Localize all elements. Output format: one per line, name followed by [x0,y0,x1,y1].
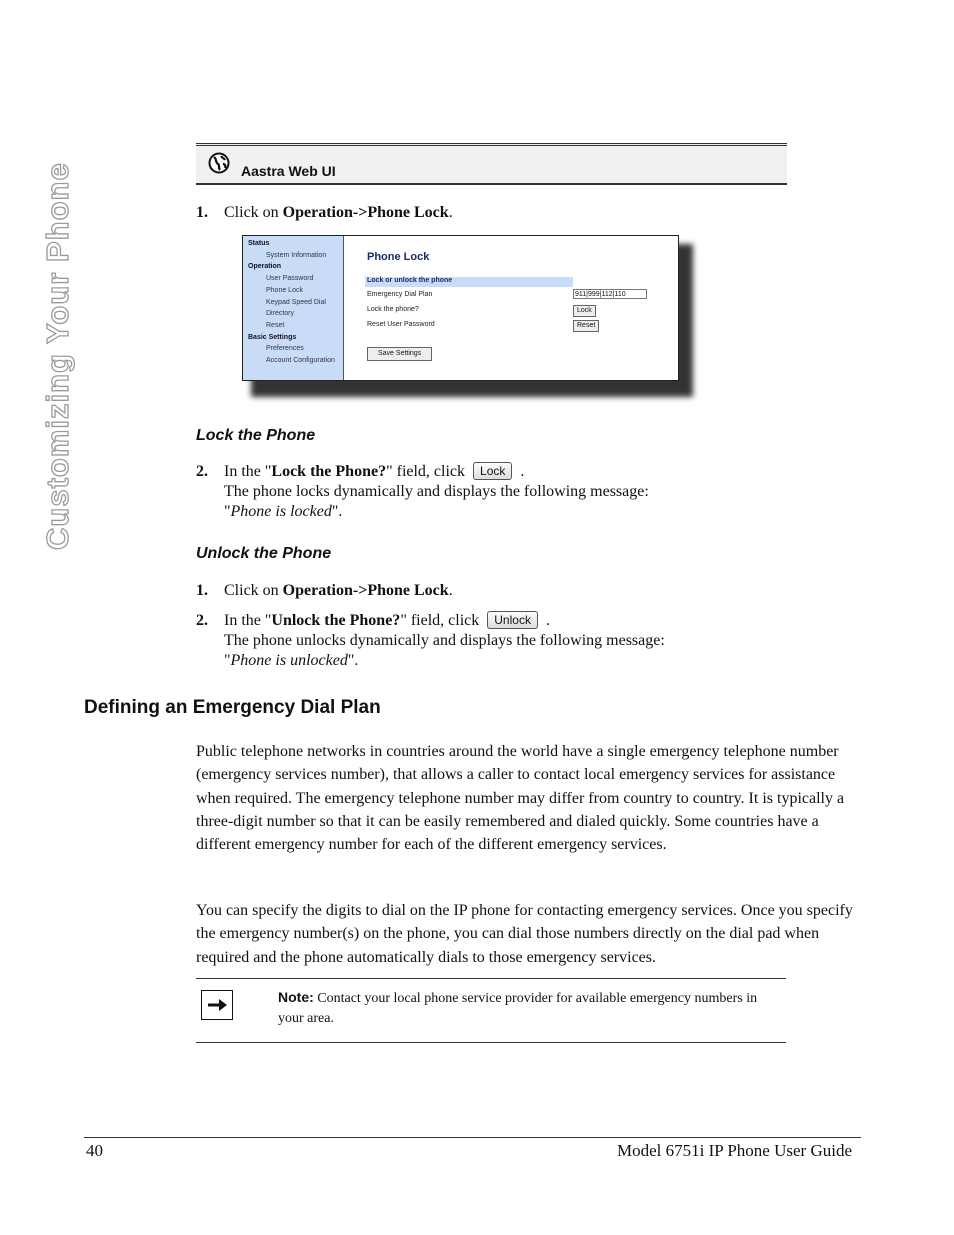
step-line-2: The phone locks dynamically and displays the following message: [224,483,649,500]
step-text: Click on Operation->Phone Lock. [224,582,453,599]
screenshot-page-title: Phone Lock [367,251,430,263]
screenshot-section-title: Lock or unlock the phone [367,277,453,284]
label-reset-user-password: Reset User Password [367,321,435,328]
arrow-right-icon [201,990,233,1020]
nav-item[interactable]: Directory [266,310,295,318]
step-number: 1. [196,204,208,221]
label-lock-the-phone: Lock the phone? [367,306,419,313]
label-emergency-dial-plan: Emergency Dial Plan [367,291,433,298]
step-line-2: The phone unlocks dynamically and displays the following message: [224,632,665,649]
section-heading: Defining an Emergency Dial Plan [84,697,381,718]
nav-item[interactable]: Account Configuration [266,357,335,364]
footer-rule [84,1137,861,1138]
nav-item[interactable]: Keypad Speed Dial [266,298,326,306]
note-bottom-rule [196,1042,786,1043]
globe-icon [208,152,230,174]
note-text [278,987,768,1029]
chapter-side-title [40,110,76,550]
chapter-side-title-text: Customizing Your Phone [40,162,75,550]
step-number: 1. [196,582,208,599]
save-settings-button[interactable]: Save Settings [367,347,432,361]
lock-the-phone-heading: Lock the Phone [196,427,316,444]
nav-group-label: Basic Settings [248,333,297,341]
lock-button[interactable]: Lock [473,462,512,480]
nav-item[interactable]: System Information [266,251,327,259]
paragraph-emergency-intro: Public telephone networks in countries around the world have a single emergency telephone number (emergency services number), that allows a caller to contact local emergency services for assistance when required. The emergency telephone number may differ from country to country. It is typically a three-digit number so that it can be easily remembered and dialed quickly. Some countries have a different emergency number for each of the different emergency services. [196,743,845,854]
step-text: Click on Operation->Phone Lock. [224,204,453,221]
screenshot-lock-button[interactable]: Lock [573,305,596,317]
emergency-dial-plan-input[interactable]: 911|999|112|110 [573,289,647,299]
nav-item[interactable]: Phone Lock [266,286,303,294]
note-label: Note: [278,989,314,1005]
step-text: In the "Unlock the Phone?" field, click Unlock . [224,612,550,629]
screenshot-nav [243,236,344,380]
step-line-3: "Phone is unlocked". [224,652,359,669]
note-body: Contact your local phone service provider for available emergency numbers in your area. [278,991,758,1026]
unlock-the-phone-heading: Unlock the Phone [196,545,332,562]
nav-group-label: Status [248,240,270,247]
web-ui-banner [196,143,787,185]
step-line-3: "Phone is locked". [224,503,343,520]
paragraph-emergency-config: You can specify the digits to dial on the IP phone for contacting emergency services. Once you specify the emergency number(s) on the phone, you can dial those numbers directly on the dial pad when required and the phone automatically dials to those emergency services. [196,902,853,966]
unlock-button[interactable]: Unlock [487,611,538,629]
nav-item[interactable]: Preferences [266,345,304,353]
screenshot-reset-button[interactable]: Reset [573,320,599,332]
phone-lock-screenshot [242,235,679,381]
nav-item[interactable]: User Password [266,275,314,283]
nav-group-label: Operation [248,263,282,271]
step-number: 2. [196,463,208,480]
step-text: In the "Lock the Phone?" field, click Lock . [224,463,525,480]
step-number: 2. [196,612,208,629]
page-number: 40 [86,1141,103,1160]
guide-title: Model 6751i IP Phone User Guide [617,1141,852,1160]
web-ui-label: Aastra Web UI [241,163,336,179]
nav-item[interactable]: Reset [266,321,285,329]
note-top-rule [196,978,786,979]
